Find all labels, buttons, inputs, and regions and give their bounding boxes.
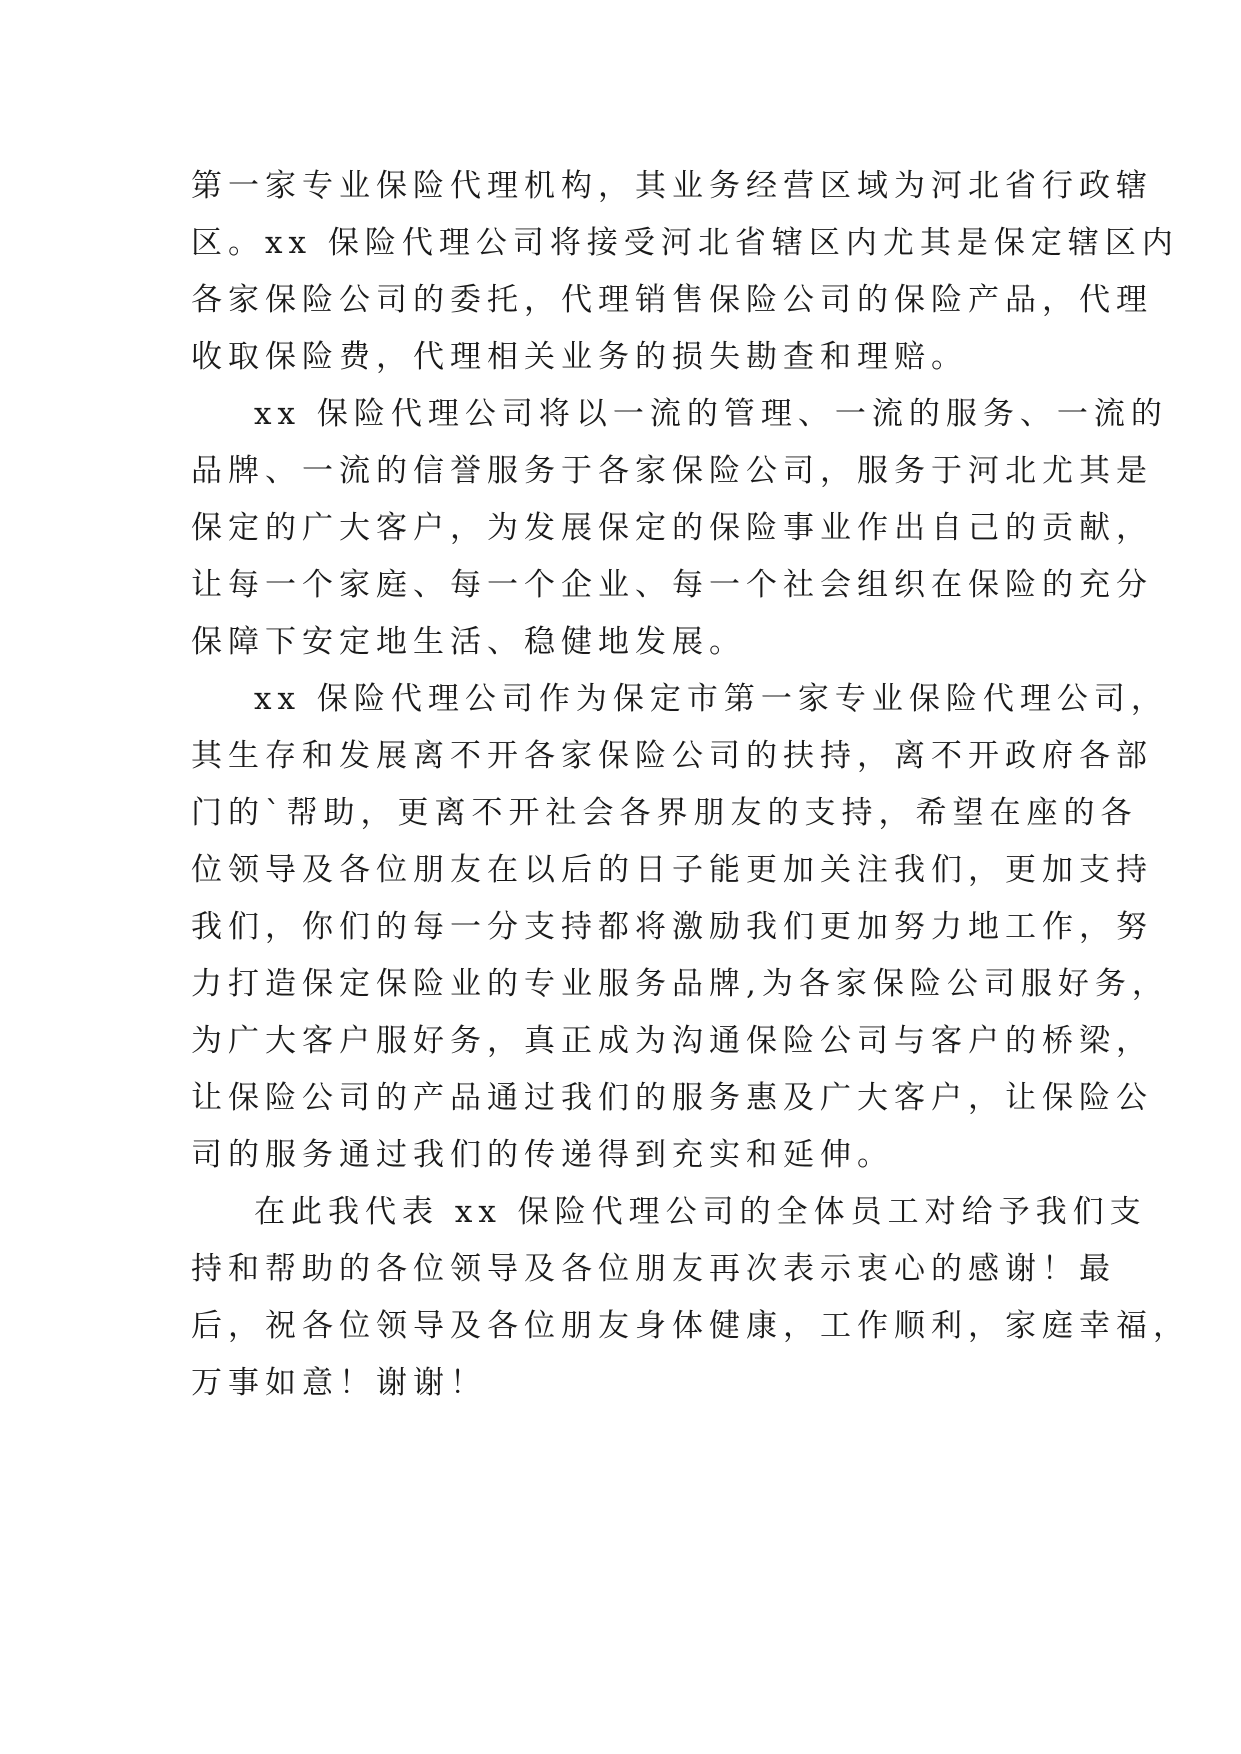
text-line: 让每一个家庭、每一个企业、每一个社会组织在保险的充分 bbox=[191, 567, 1153, 603]
text-line: 收取保险费，代理相关业务的损失勘查和理赔。 bbox=[191, 339, 968, 375]
text-line: 我们，你们的每一分支持都将激励我们更加努力地工作，努 bbox=[191, 909, 1153, 945]
text-line: 各家保险公司的委托，代理销售保险公司的保险产品，代理 bbox=[191, 282, 1153, 318]
text-line: 门的`帮助，更离不开社会各界朋友的支持，希望在座的各 bbox=[191, 795, 1138, 831]
text-line: 区。xx 保险代理公司将接受河北省辖区内尤其是保定辖区内 bbox=[191, 225, 1179, 261]
text-line: xx 保险代理公司作为保定市第一家专业保险代理公司， bbox=[254, 681, 1168, 717]
text-line: 保定的广大客户，为发展保定的保险事业作出自己的贡献， bbox=[191, 510, 1153, 546]
text-line: 司的服务通过我们的传递得到充实和延伸。 bbox=[191, 1137, 894, 1173]
text-line: 品牌、一流的信誉服务于各家保险公司，服务于河北尤其是 bbox=[191, 453, 1153, 489]
text-line: 在此我代表 xx 保险代理公司的全体员工对给予我们支 bbox=[254, 1194, 1147, 1230]
text-line: 力打造保定保险业的专业服务品牌,为各家保险公司服好务， bbox=[191, 966, 1169, 1002]
text-line: 为广大客户服好务，真正成为沟通保险公司与客户的桥梁， bbox=[191, 1023, 1153, 1059]
text-line: 后，祝各位领导及各位朋友身体健康，工作顺利，家庭幸福， bbox=[191, 1308, 1190, 1344]
paragraph-2 bbox=[191, 386, 1168, 671]
paragraph-1 bbox=[191, 158, 1179, 386]
document-body bbox=[191, 158, 1190, 1412]
text-line: 第一家专业保险代理机构，其业务经营区域为河北省行政辖 bbox=[191, 168, 1153, 204]
text-line: 让保险公司的产品通过我们的服务惠及广大客户，让保险公 bbox=[191, 1080, 1153, 1116]
paragraph-3 bbox=[191, 671, 1169, 1184]
text-line: 持和帮助的各位领导及各位朋友再次表示衷心的感谢！最 bbox=[191, 1251, 1116, 1287]
text-line: 位领导及各位朋友在以后的日子能更加关注我们，更加支持 bbox=[191, 852, 1153, 888]
text-line: 保障下安定地生活、稳健地发展。 bbox=[191, 624, 746, 660]
paragraph-4 bbox=[191, 1184, 1190, 1412]
text-line: 其生存和发展离不开各家保险公司的扶持，离不开政府各部 bbox=[191, 738, 1153, 774]
text-line: xx 保险代理公司将以一流的管理、一流的服务、一流的 bbox=[254, 396, 1168, 432]
text-line: 万事如意！谢谢！ bbox=[191, 1365, 487, 1401]
